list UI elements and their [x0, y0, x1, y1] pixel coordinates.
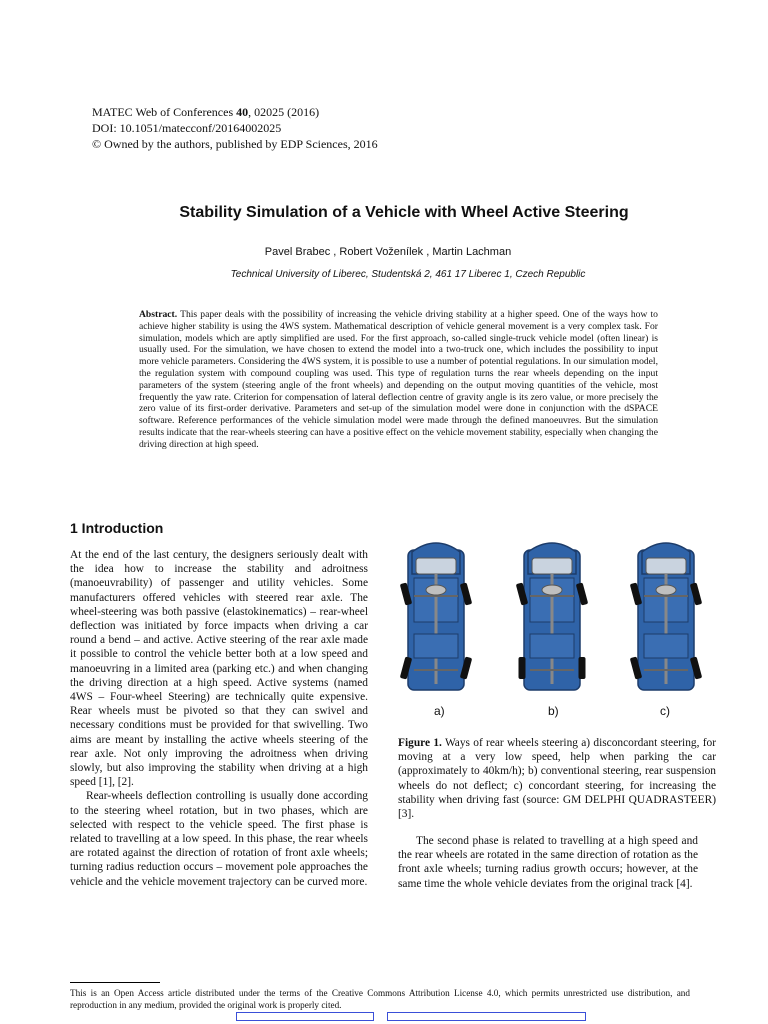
- affiliation: Technical University of Liberec, Studentská 2, 461 17 Liberec 1, Czech Republic: [230, 269, 586, 280]
- figure-1-cars: [398, 534, 718, 702]
- copyright: © Owned by the authors, published by EDP Sciences, 2016: [92, 137, 378, 151]
- section-title: 1 Introduction: [70, 520, 164, 536]
- right-paragraph: The second phase is related to travelling at a high speed and the rear wheels are rotated in the same direction of rotation as the front axle wheels; turning radius growth occurs; however, at the same time the whole vehicle deviates from the original track [4].: [398, 835, 698, 890]
- figure-1: [398, 534, 718, 724]
- authors: Pavel Brabec , Robert Voženílek , Martin Lachman: [264, 246, 512, 258]
- right-column: [398, 834, 698, 891]
- license-link-box-2[interactable]: [387, 1012, 586, 1021]
- journal-name: MATEC Web of Conferences: [92, 105, 234, 119]
- abstract-text: This paper deals with the possibility of increasing the vehicle driving stability at a higher speed. One of the ways how to achieve higher stability is using the 4WS system. Mathematical description of vehicle general movement is a very complex task. For simulation, models which are aptly simplified are used. For the first approach, so-called single-truck vehicle model (often linear) is usually used. For the simulation, we have chosen to extend the model into a two-truck one, which includes the possibility to input more vehicle parameters. Considering the 4WS system, it is possible to use a number of potential regulations. In our simulation model, the regulation system with compound coupling was used. This type of regulation turns the rear wheels depending on the input parameters of the system (steering angle of the front wheels) and depending on the output moving quantities of the vehicle, most frequently the yaw rate. Criterion for compensation of lateral deflection centre of gravity angle is its zero value, or more precisely the zero value of its first-order derivative. Parameters and set-up of the simulation model were done in conjunction with the dSPACE software. Reference performances of the vehicle simulation model were made through the defined manoeuvres. But the simulation results indicate that the rear-wheels steering can have a positive effect on the vehicle movement stability, especially when changing the driving direction at high speed.: [139, 309, 658, 450]
- journal-header: [92, 104, 378, 152]
- license-footer: This is an Open Access article distributed under the terms of the Creative Commons Attribution License 4.0, which permits unrestricted use distribution, and reproduction in any medium, provided the original work is properly cited.: [70, 988, 690, 1010]
- footer-divider: [70, 982, 160, 983]
- figure-caption-text: Ways of rear wheels steering a) disconcordant steering, for moving at a very low speed, help when parking the car (approximately to 40km/h); b) conventional steering, rear suspension wheels do not deflect; c) concordant steering, for increasing the stability when driving fast (source: GM DELPHI QUADRASTEER) [3].: [398, 737, 717, 821]
- doi[interactable]: DOI: 10.1051/matecconf/20164002025: [92, 121, 282, 135]
- intro-paragraph-1: At the end of the last century, the designers seriously dealt with the idea how to increase the stability and adroitness (manoeuvrability) of passenger and utility vehicles. Some manufacturers offered vehicles with steered rear axle. The wheel-steering was both passive (elastokinematics) – rear-wheel deflection was initiated by force impacts when driving a car round a bend – and active. Active steering of the rear axle made it possible to control the vehicle better both at a low speed and manoeuvring in a limited area (parking etc.) and when changing the driving direction at a high speed. Active systems (named 4WS – Four-wheel Steering) are technically quite expensive. Rear wheels must be pivoted so that they can swivel and necessary conditions must be provided for that swivelling. Two aims are meant by installing the active wheels steering of the rear axle. Not only improving the adroitness when driving slowly, but also improving the stability when driving at a high speed [1], [2].: [70, 549, 368, 789]
- journal-volume: 40: [236, 105, 249, 119]
- figure-label-b: b): [548, 704, 559, 718]
- intro-column: [70, 548, 368, 889]
- figure-label-a: a): [434, 704, 445, 718]
- intro-paragraph-2: Rear-wheels deflection controlling is usually done according to the steering wheel rotation, but in two phases, which are selected with respect to the vehicle speed. The first phase is related to travelling at a low speed. In this phase, the rear wheels are rotated against the direction of rotation of front axle wheels; turning radius reduction occurs – movement pole approaches the vehicle and the vehicle movement trajectory can be curved more.: [70, 790, 368, 888]
- figure-caption-label: Figure 1.: [398, 737, 442, 749]
- license-link-box-1[interactable]: [236, 1012, 374, 1021]
- paper-title: Stability Simulation of a Vehicle with Wheel Active Steering: [179, 204, 629, 221]
- figure-label-c: c): [660, 704, 670, 718]
- abstract: [139, 309, 658, 451]
- abstract-label: Abstract.: [139, 309, 178, 320]
- journal-article: , 02025 (2016): [248, 105, 320, 119]
- figure-caption: [398, 736, 716, 821]
- journal-line: [92, 104, 378, 120]
